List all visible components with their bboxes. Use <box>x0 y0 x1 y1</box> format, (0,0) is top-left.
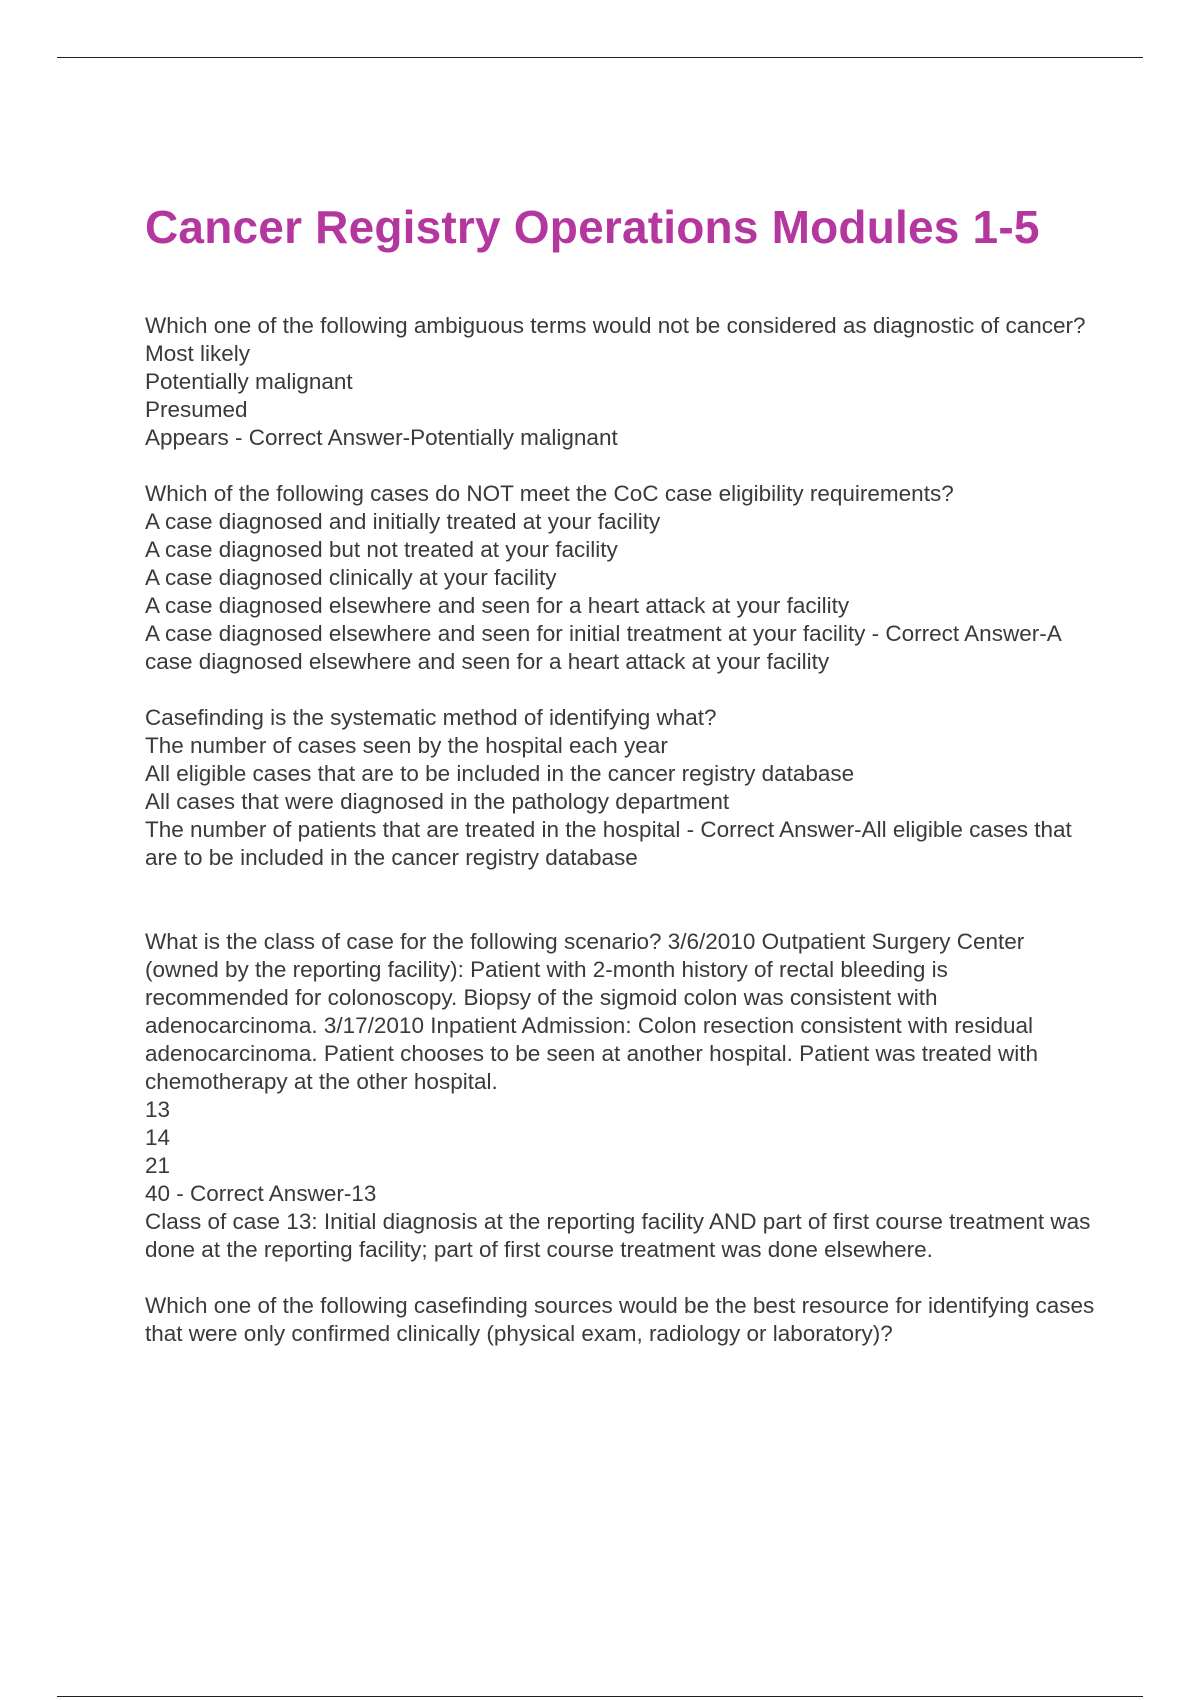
answer-option: All eligible cases that are to be included in the cancer registry database <box>145 761 855 786</box>
answer-option: All cases that were diagnosed in the pathology department <box>145 789 730 814</box>
correct-answer-line: The number of patients that are treated in the hospital - Correct Answer-All eligible cases that are to be included in the cancer registry database <box>145 817 1078 870</box>
correct-answer-line: Appears - Correct Answer-Potentially malignant <box>145 425 618 450</box>
answer-option: Most likely <box>145 341 251 366</box>
answer-option: The number of cases seen by the hospital each year <box>145 733 668 758</box>
answer-option: 14 <box>145 1125 171 1150</box>
question-text: Which one of the following casefinding sources would be the best resource for identifying cases that were only confirmed clinically (physical exam, radiology or laboratory)? <box>145 1293 1101 1346</box>
answer-option: A case diagnosed elsewhere and seen for a heart attack at your facility <box>145 593 850 618</box>
answer-explanation: Class of case 13: Initial diagnosis at the reporting facility AND part of first course treatment was done at the reporting facility; part of first course treatment was done elsewhere. <box>145 1209 1097 1262</box>
question-text: Which of the following cases do NOT meet the CoC case eligibility requirements? <box>145 481 954 506</box>
top-rule <box>57 57 1143 58</box>
answer-option: Potentially malignant <box>145 369 353 394</box>
question-block-2 <box>145 480 1095 676</box>
answer-option: 21 <box>145 1153 171 1178</box>
document-title: Cancer Registry Operations Modules 1-5 <box>145 201 1040 253</box>
answer-option: A case diagnosed but not treated at your facility <box>145 537 618 562</box>
question-text: What is the class of case for the following scenario? 3/6/2010 Outpatient Surgery Center (owned by the reporting facility): Patient with 2-month history of rectal bleeding is recommended for colonoscopy. Biopsy of the sigmoid colon was consistent with adenocarcinoma. 3/17/2010 Inpatient Admission: Colon resection consistent with residual adenocarcinoma. Patient chooses to be seen at another hospital. Patient was treated with chemotherapy at the other hospital. <box>145 929 1045 1094</box>
document-body <box>145 312 1101 1348</box>
correct-answer-line: 40 - Correct Answer-13 <box>145 1181 377 1206</box>
question-block-3 <box>145 704 1095 872</box>
correct-answer-line: A case diagnosed elsewhere and seen for initial treatment at your facility - Correct Answer-A case diagnosed elsewhere and seen for a heart attack at your facility <box>145 621 1067 674</box>
question-text: Which one of the following ambiguous terms would not be considered as diagnostic of cancer? <box>145 313 1086 338</box>
question-block-1 <box>145 312 1095 452</box>
answer-option: Presumed <box>145 397 248 422</box>
answer-option: A case diagnosed clinically at your facility <box>145 565 557 590</box>
bottom-rule <box>57 1696 1143 1697</box>
answer-option: 13 <box>145 1097 171 1122</box>
answer-option: A case diagnosed and initially treated at your facility <box>145 509 661 534</box>
question-text: Casefinding is the systematic method of identifying what? <box>145 705 717 730</box>
question-block-4 <box>145 928 1095 1264</box>
question-block-5 <box>145 1292 1101 1348</box>
